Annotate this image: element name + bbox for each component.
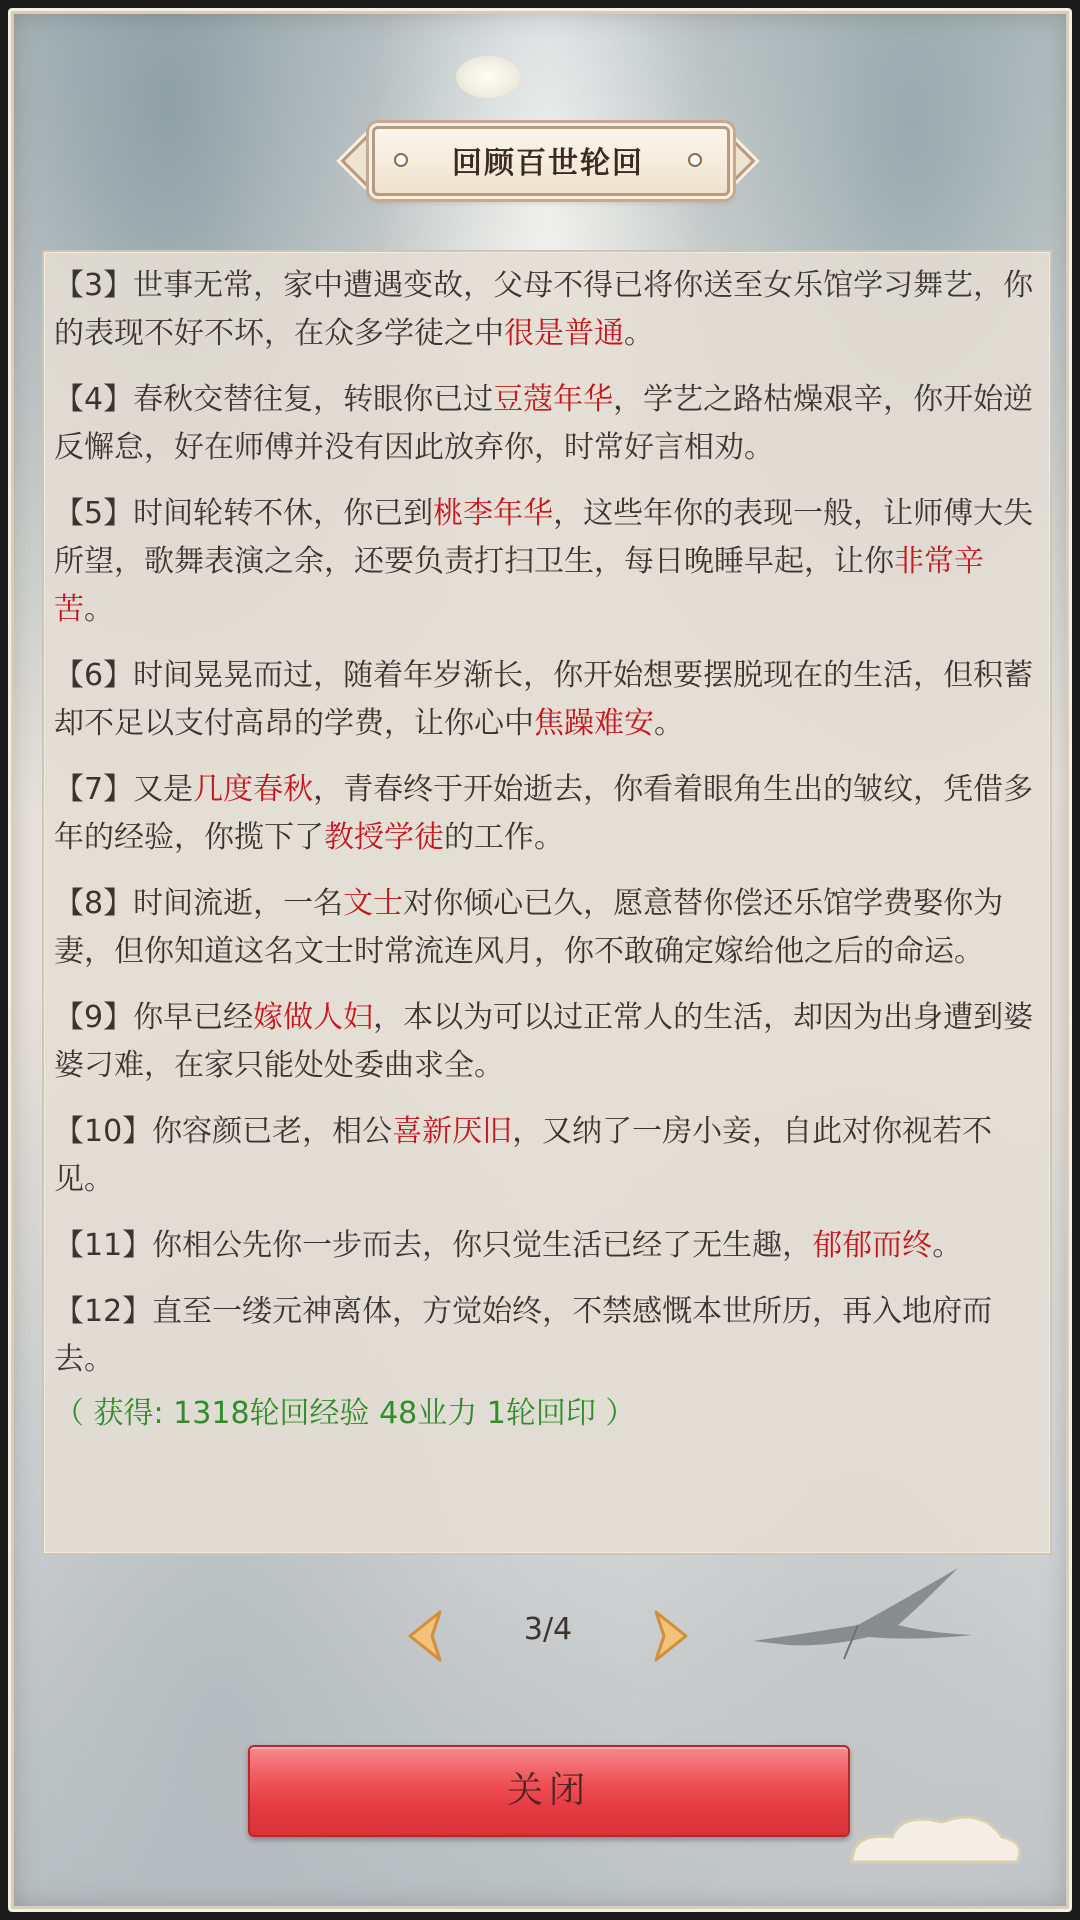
log-entry (54, 490, 1040, 634)
log-entry (54, 1108, 1040, 1204)
log-entry (54, 880, 1040, 976)
highlighted-text: 郁郁而终 (812, 1228, 933, 1263)
highlighted-text: 豆蔻年华 (493, 382, 614, 417)
pagination (388, 1600, 708, 1670)
log-content[interactable] (42, 250, 1052, 1555)
dialog-panel (8, 8, 1072, 1912)
prev-page-arrow-icon[interactable] (398, 1606, 458, 1666)
entry-text: 【9】你早已经 (54, 1000, 254, 1035)
entry-text: 【4】春秋交替往复，转眼你已过 (54, 382, 494, 417)
highlighted-text: 焦躁难安 (534, 706, 654, 741)
entry-text: 【11】你相公先你一步而去，你只觉生活已经了无生趣， (54, 1228, 813, 1263)
entry-text: 。 (932, 1228, 963, 1263)
entry-text: 对你倾心已久，愿意替你偿还乐馆学费娶你为妻，但你知道这名文士时常流连风月，你不敢确定嫁给他之后的命运。 (54, 886, 1004, 969)
entry-text: 【7】又是 (54, 772, 194, 807)
entry-text: ，学艺之路枯燥艰辛，你开始逆反懈怠，好在师傅并没有因此放弃你，时常好言相劝。 (54, 382, 1034, 465)
page-indicator: 3/4 (523, 1612, 573, 1647)
entry-text: ，又纳了一房小妾，自此对你视若不见。 (54, 1114, 993, 1197)
entry-text: 【10】你容颜已老，相公 (54, 1114, 393, 1149)
entry-text: 【5】时间轮转不休，你已到 (54, 496, 434, 531)
entry-text: ，本以为可以过正常人的生活，却因为出身遭到婆婆刁难，在家只能处处委曲求全。 (54, 1000, 1034, 1083)
highlighted-text: 非常辛苦 (54, 544, 984, 627)
log-entry (54, 766, 1040, 862)
log-entry (54, 1222, 1040, 1270)
entry-text: ，这些年你的表现一般，让师傅大失所望，歌舞表演之余，还要负责打扫卫生，每日晚睡早起，让你 (54, 496, 1034, 579)
entry-text: 【3】世事无常，家中遭遇变故，父母不得已将你送至女乐馆学习舞艺，你的表现不好不坏，在众多学徒之中 (54, 268, 1034, 351)
crane-decoration (748, 1563, 978, 1663)
entry-text: 。 (624, 316, 654, 351)
entry-text: 【12】直至一缕元神离体，方觉始终，不禁感慨本世所历，再入地府而去。 (54, 1294, 993, 1377)
highlighted-text: 教授学徒 (324, 820, 444, 855)
entry-text: 。 (84, 592, 114, 627)
log-entry (54, 262, 1040, 358)
highlighted-text: 几度春秋 (193, 772, 314, 807)
entry-text: 【6】时间晃晃而过，随着年岁渐长，你开始想要摆脱现在的生活，但积蓄却不足以支付高昂的学费，让你心中 (54, 658, 1034, 741)
log-entry (54, 652, 1040, 748)
reward-text: （ 获得: 1318轮回经验 48业力 1轮回印 ） (54, 1396, 636, 1431)
title-banner (338, 120, 758, 198)
entry-text: ，青春终于开始逝去，你看着眼角生出的皱纹，凭借多年的经验，你揽下了 (54, 772, 1034, 855)
next-page-arrow-icon[interactable] (638, 1606, 698, 1666)
close-button[interactable]: 关闭 (248, 1745, 850, 1837)
moon-decoration (456, 56, 520, 98)
log-entry (54, 994, 1040, 1090)
entry-text: 的工作。 (444, 820, 564, 855)
highlighted-text: 文士 (343, 886, 404, 921)
log-entry (54, 1288, 1040, 1384)
highlighted-text: 喜新厌旧 (392, 1114, 513, 1149)
highlighted-text: 很是普通 (504, 316, 624, 351)
entry-text: 。 (654, 706, 684, 741)
highlighted-text: 桃李年华 (433, 496, 554, 531)
entry-text: 【8】时间流逝，一名 (54, 886, 344, 921)
cloud-ornament-icon (832, 1792, 1032, 1882)
highlighted-text: 嫁做人妇 (253, 1000, 374, 1035)
log-entry (54, 376, 1040, 472)
dialog-title: 回顾百世轮回 (452, 146, 644, 181)
